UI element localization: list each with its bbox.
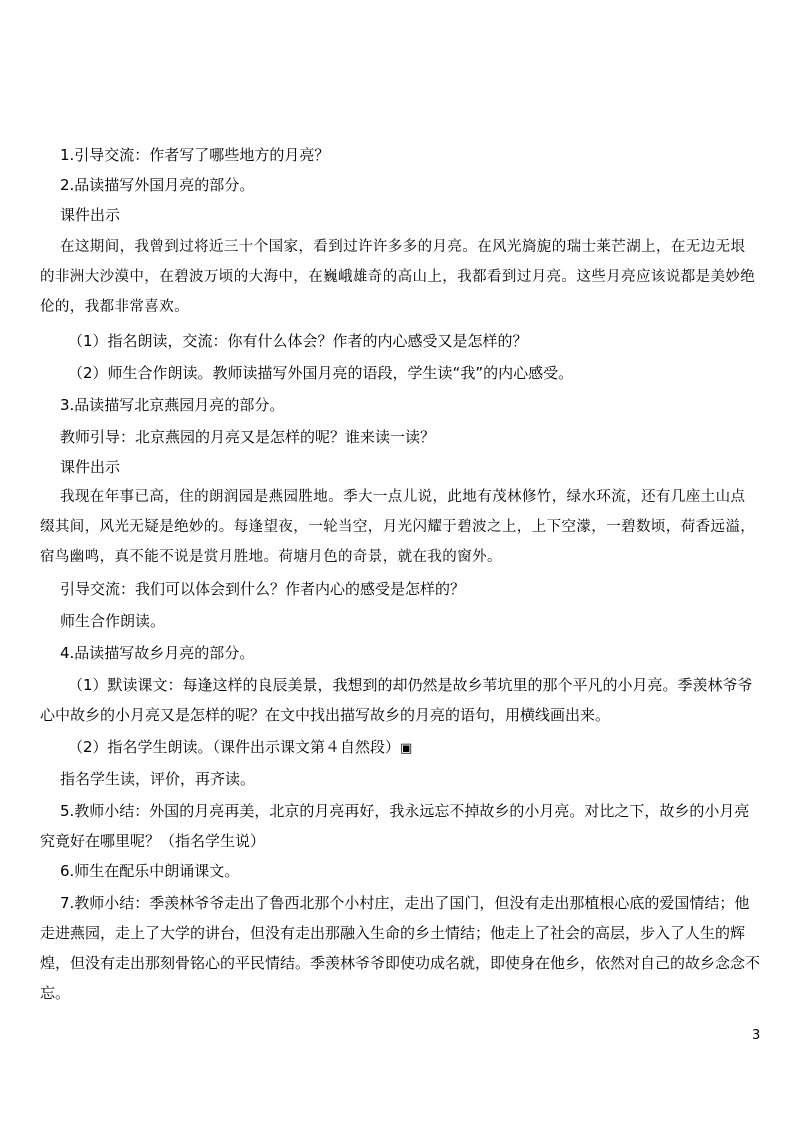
paragraph-4: （1）指名朗读，交流：你有什么体会？作者的内心感受又是怎样的？ bbox=[68, 332, 528, 350]
page-number: 3 bbox=[752, 1028, 761, 1043]
paragraph-13 bbox=[68, 732, 748, 764]
paragraph-17: 7.教师小结：季羡林爷爷走出了鲁西北那个小村庄，走出了国门，但没有走出那植根心底的爱国情结；他走进燕园，走上了大学的讲台，但没有走出那融入生命的乡土情结；他走上了社会的高层，步入了人生的辉煌，但没有走出那刻骨铭心的平民情结。季羡林爷爷即使功成名就，即使身在他乡，依然对自己的故乡念念不忘。 bbox=[40, 894, 761, 1002]
paragraph-10: 师生合作朗读。 bbox=[60, 612, 166, 630]
paragraph-12: （1）默读课文：每逢这样的良辰美景，我想到的却仍然是故乡苇坑里的那个平凡的小月亮。季羡林爷爷心中故乡的小月亮又是怎样的呢？在文中找出描写故乡的月亮的语句，用横线画出来。 bbox=[40, 676, 753, 724]
paragraph-9: 引导交流：我们可以体会到什么？作者内心的感受是怎样的？ bbox=[60, 580, 466, 598]
paragraph-11: 4.品读描写故乡月亮的部分。 bbox=[60, 644, 255, 662]
paragraph-13-text: （2）指名学生朗读。（课件出示课文第４自然段） bbox=[68, 738, 401, 756]
paragraph-1: 1.引导交流：作者写了哪些地方的月亮？ bbox=[60, 146, 330, 164]
paragraph-7: 教师引导：北京燕园的月亮又是怎样的呢？谁来读一读？ bbox=[60, 428, 436, 446]
paragraph-5: （2）师生合作朗读。教师读描写外国月亮的语段，学生读“我”的内心感受。 bbox=[68, 364, 574, 382]
paragraph-8: 课件出示 bbox=[60, 458, 121, 476]
paragraph-2: 2.品读描写外国月亮的部分。 bbox=[60, 176, 255, 194]
paragraph-15: 5.教师小结：外国的月亮再美，北京的月亮再好，我永远忘不掉故乡的小月亮。对比之下，故乡的小月亮究竟好在哪里呢？（指名学生说） bbox=[40, 802, 750, 850]
paragraph-6: 3.品读描写北京燕园月亮的部分。 bbox=[60, 396, 285, 414]
paragraph-14: 指名学生读，评价，再齐读。 bbox=[60, 770, 256, 788]
paragraph-16: 6.师生在配乐中朗诵课文。 bbox=[60, 862, 240, 880]
paragraph-3: 课件出示 bbox=[60, 206, 121, 224]
insert-mark-icon: ▣ bbox=[400, 741, 413, 756]
quote-foreign-moon: 在这期间，我曾到过将近三十个国家，看到过许许多多的月亮。在风光旖旎的瑞士莱芒湖上，在无边无垠的非洲大沙漠中，在碧波万顷的大海中，在巍峨雄奇的高山上，我都看到过月亮。这些月亮应该说都是美妙绝伦的，我都非常喜欢。 bbox=[40, 239, 756, 315]
quote-yanyuan-moon: 我现在年事已高，住的朗润园是燕园胜地。季大一点儿说，此地有茂林修竹，绿水环流，还有几座土山点缀其间，风光无疑是绝妙的。每逢望夜，一轮当空，月光闪耀于碧波之上，上下空濛，一碧数顷，荷香远溢，宿鸟幽鸣，真不能不说是赏月胜地。荷塘月色的奇景，就在我的窗外。 bbox=[40, 489, 756, 565]
